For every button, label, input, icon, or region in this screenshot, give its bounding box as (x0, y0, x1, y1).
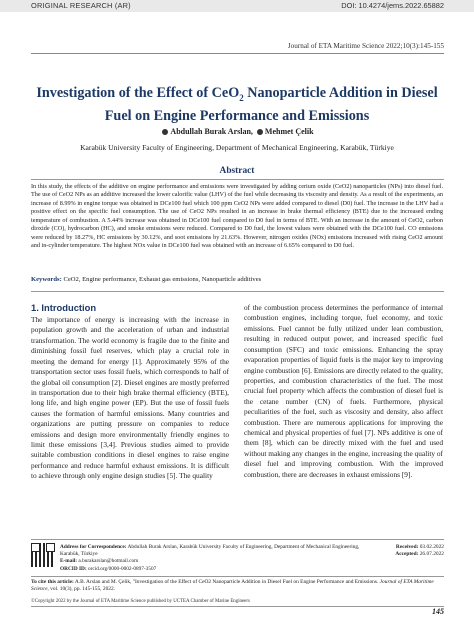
abstract-divider-bottom (31, 291, 444, 292)
authors (31, 127, 443, 136)
orcid-link[interactable]: orcid.org/0000-0002-0897-3507 (87, 565, 157, 572)
copyright-notice: ©Copyright 2022 by the Journal of ETA Maritime Science published by UCTEA Chamber of Marine Engineers (31, 599, 250, 604)
citation-tail: vol. 10(3), pp. 145-155, 2022. (50, 586, 116, 593)
page-divider (31, 606, 444, 607)
accepted-date: 26.07.2022 (419, 551, 444, 558)
doi-link[interactable]: DOI: 10.4274/jems.2022.65882 (341, 1, 444, 10)
author-1: Abdullah Burak Arslan, (170, 127, 253, 136)
citation-block (31, 579, 443, 593)
abstract-heading: Abstract (219, 166, 255, 176)
abstract-text: In this study, the effects of the additive on engine performance and emissions were investigated by adding cerium oxide (CeO2) nanoparticles (NPs) into diesel fuel. The use of CeO2 NPs as an additive increased the lower calorific value (LHV) of the fuel while decreasing its viscosity and density. As a result of the experiments, an increase of 8.99% in engine torque was obtained in DCe100 fuel which 100 ppm CeO2 NPs were added compared to diesel (D0) fuel. The increase in the LHV had a positive effect on the specific fuel consumption. The use of CeO2 NPs resulted in an increase in brake thermal efficiency (BTE) due to the increased ending temperature of combustion. A 5.44% increase was obtained in DCe100 fuel compared to D0 fuel in terms of BTE. With an increase in the amount of CeO2, carbon dioxide (CO), hydrocarbon (HC), and smoke emissions were reduced. Compared to D0 fuel, the lowest values were obtained with the DCe100 fuel. CO emissions were reduced by 18.27%, HC emissions by 30.12%, and soot emissions by 21.63%. However, nitrogen oxides (NOx) emissions increased with rising CeO2 amount and in-cylinder temperature. The highest NOx value in DCe100 fuel was obtained with an increase of 6.65% compared to D0 fuel. (31, 183, 443, 250)
received-label: Received: (395, 544, 419, 550)
citation-text: A.B. Arslan and M. Çelik, "Investigation of the Effect of CeO2 Nanoparticle Addition in Diesel Fuel on Engine Performance and Emissions. (74, 579, 379, 585)
orcid-icon[interactable] (162, 129, 168, 135)
citation-journal: Journal of ETA Maritime Science, (31, 579, 434, 593)
qr-code-icon[interactable] (31, 543, 55, 567)
page-number: 145 (432, 607, 444, 616)
keywords-label: Keywords: (31, 276, 62, 283)
journal-reference: Journal of ETA Maritime Science 2022;10(3):145-155 (287, 42, 444, 50)
affiliation: Karabük University Faculty of Engineering, Department of Mechanical Engineering, Karabük, Türkiye (80, 143, 394, 152)
footnote-divider (31, 539, 444, 540)
orcid-label: ORCID ID: (60, 565, 87, 572)
body-column-left: The importance of energy is increasing with the increase in population growth and the acceleration of urban and industrial transformation. The world economy is fragile due to the finite and diminishing fossil fuel reserves, which play a crucial role in meeting the demand for energy [1]. Approximately 95% of the transportation sector uses fossil fuels, which corresponds to half of the global oil consumption [2]. Diesel engines are mostly preferred in transportation due to their high brake thermal efficiency (BTE), long life, and high engine power (EP). But the use of fossil fuels causes the formation of harmful emissions. Many countries and organizations are putting pressure on companies to reduce emissions and design more environmentally friendly engines to limit these emissions [3,4]. Previous studies aimed to provide suitable combustion conditions in diesel engines to raise engine performance and reduce harmful exhaust emissions. It is difficult to achieve through only engine design studies [5]. The quality (31, 315, 229, 481)
keywords-text: CeO2, Engine performance, Exhaust gas emissions, Nanoparticle additives (63, 276, 262, 283)
section-heading-introduction: 1. Introduction (31, 302, 97, 313)
correspondence-label: Address for Correspondence: (60, 544, 127, 550)
orcid-icon[interactable] (257, 129, 263, 135)
author-2: Mehmet Çelik (264, 127, 314, 136)
accepted-label: Accepted: (395, 551, 419, 558)
header-divider (31, 53, 444, 54)
correspondence-text: Abdullah Burak Arslan, Karabük University Faculty of Engineering, Department of Mechanical Engineering, Karabük, Türkiye (60, 544, 360, 558)
article-type: ORIGINAL RESEARCH (AR) (31, 1, 131, 10)
abstract-divider-top (31, 179, 444, 180)
paper-title: Investigation of the Effect of CeO$_2$ Nanoparticle Addition in Diesel Fuel on Engine Performance and Emissions (36, 85, 438, 124)
email-label: E-mail: (60, 558, 78, 565)
citation-label: To cite this article: (31, 579, 74, 585)
received-date: 03.02.2022 (419, 544, 444, 550)
body-column-right: of the combustion process determines the performance of internal combustion engines, including torque, fuel economy, and toxic emissions. Fuel cannot be fully utilized under lean combustion, resulting in reduced output power, and increased specific fuel consumption (SFC) and toxic emissions. Enhancing the spray evaporation properties of liquid fuels is the major key to improving engine combustion [6]. Emissions are directly related to the quality, properties, and combustion characteristics of the fuel. The most crucial fuel property which affects the combustion of diesel fuel is the cetane number (CN) of fuels. Furthermore, physical peculiarities of the fuel, such as viscosity and density, also affect combustion. There are numerous applications for improving the chemical and physical properties of fuel [7]. NPs additive is one of them [8], which can be directly mixed with the fuel and used without making any changes in the engine, increasing the quality of diesel fuel and improving combustion. With the improved combustion, there are decreases in exhaust emissions [9]. (244, 303, 443, 479)
citation-divider (31, 576, 444, 577)
keywords (31, 276, 443, 283)
email-link[interactable]: a.burakarslan@hotmail.com (78, 558, 139, 565)
correspondence-block (60, 544, 360, 573)
top-header-bar (0, 0, 474, 12)
dates-block (395, 544, 444, 558)
